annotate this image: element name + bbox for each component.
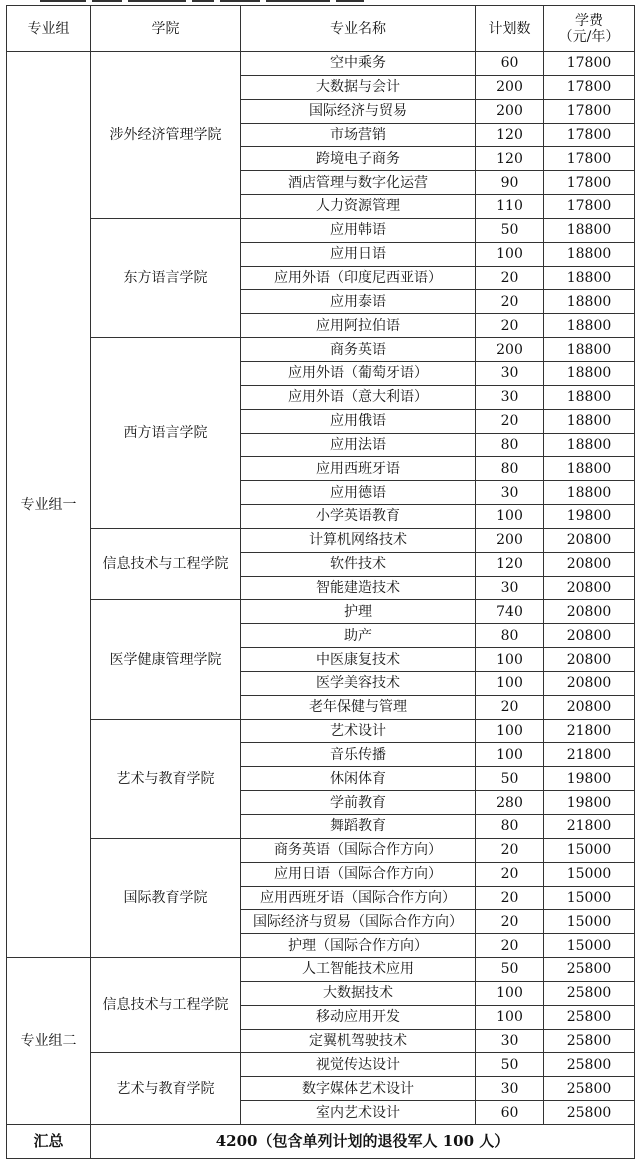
plan-count-cell: 100 — [476, 719, 544, 743]
tuition-cell: 25800 — [544, 1077, 635, 1101]
college-cell: 国际教育学院 — [91, 838, 241, 957]
plan-count-cell: 100 — [476, 1005, 544, 1029]
tuition-cell: 20800 — [544, 528, 635, 552]
total-row — [7, 1124, 635, 1158]
tuition-cell: 17800 — [544, 195, 635, 219]
major-name-cell: 应用日语 — [241, 242, 476, 266]
tuition-cell: 17800 — [544, 147, 635, 171]
plan-count-cell: 50 — [476, 958, 544, 982]
table-row — [7, 719, 635, 743]
major-name-cell: 国际经济与贸易（国际合作方向） — [241, 910, 476, 934]
major-name-cell: 应用韩语 — [241, 218, 476, 242]
tuition-cell: 18800 — [544, 433, 635, 457]
major-name-cell: 应用西班牙语 — [241, 457, 476, 481]
major-name-cell: 市场营销 — [241, 123, 476, 147]
header-fee-line1: 学费 — [575, 12, 603, 29]
enrollment-plan-table — [6, 5, 635, 1159]
college-cell: 医学健康管理学院 — [91, 600, 241, 719]
group-cell: 专业组一 — [7, 52, 91, 958]
major-name-cell: 小学英语教育 — [241, 505, 476, 529]
tuition-cell: 18800 — [544, 218, 635, 242]
major-name-cell: 护理（国际合作方向） — [241, 934, 476, 958]
college-cell: 涉外经济管理学院 — [91, 52, 241, 219]
plan-count-cell: 20 — [476, 314, 544, 338]
tuition-cell: 18800 — [544, 481, 635, 505]
plan-count-cell: 30 — [476, 385, 544, 409]
plan-count-cell: 100 — [476, 242, 544, 266]
tuition-cell: 15000 — [544, 934, 635, 958]
plan-count-cell: 30 — [476, 1077, 544, 1101]
tuition-cell: 25800 — [544, 1029, 635, 1053]
tuition-cell: 19800 — [544, 767, 635, 791]
table-row — [7, 338, 635, 362]
major-name-cell: 商务英语 — [241, 338, 476, 362]
plan-count-cell: 80 — [476, 433, 544, 457]
plan-count-cell: 60 — [476, 1101, 544, 1125]
plan-count-cell: 20 — [476, 409, 544, 433]
tuition-cell: 19800 — [544, 505, 635, 529]
tuition-cell: 20800 — [544, 671, 635, 695]
plan-count-cell: 30 — [476, 1029, 544, 1053]
major-name-cell: 护理 — [241, 600, 476, 624]
plan-count-cell: 280 — [476, 791, 544, 815]
plan-count-cell: 740 — [476, 600, 544, 624]
major-name-cell: 老年保健与管理 — [241, 695, 476, 719]
major-name-cell: 视觉传达设计 — [241, 1053, 476, 1077]
tuition-cell: 18800 — [544, 338, 635, 362]
tuition-cell: 18800 — [544, 242, 635, 266]
tuition-cell: 17800 — [544, 99, 635, 123]
major-name-cell: 应用德语 — [241, 481, 476, 505]
table-row — [7, 1053, 635, 1077]
table-row — [7, 600, 635, 624]
total-label: 汇总 — [7, 1124, 91, 1158]
major-name-cell: 大数据技术 — [241, 981, 476, 1005]
tuition-cell: 15000 — [544, 910, 635, 934]
major-name-cell: 室内艺术设计 — [241, 1101, 476, 1125]
major-name-cell: 应用俄语 — [241, 409, 476, 433]
group-cell: 专业组二 — [7, 958, 91, 1125]
plan-count-cell: 80 — [476, 624, 544, 648]
major-name-cell: 应用法语 — [241, 433, 476, 457]
plan-count-cell: 20 — [476, 910, 544, 934]
table-header — [7, 6, 635, 52]
tuition-cell: 17800 — [544, 171, 635, 195]
table-row — [7, 52, 635, 76]
table-body — [7, 52, 635, 1125]
major-name-cell: 计算机网络技术 — [241, 528, 476, 552]
college-cell: 信息技术与工程学院 — [91, 528, 241, 600]
tuition-cell: 15000 — [544, 862, 635, 886]
tuition-cell: 18800 — [544, 314, 635, 338]
tuition-cell: 20800 — [544, 695, 635, 719]
plan-count-cell: 50 — [476, 767, 544, 791]
plan-count-cell: 200 — [476, 338, 544, 362]
header-plan: 计划数 — [476, 6, 544, 52]
header-college: 学院 — [91, 6, 241, 52]
tuition-cell: 18800 — [544, 266, 635, 290]
major-name-cell: 酒店管理与数字化运营 — [241, 171, 476, 195]
college-cell: 艺术与教育学院 — [91, 1053, 241, 1125]
major-name-cell: 音乐传播 — [241, 743, 476, 767]
tuition-cell: 25800 — [544, 1053, 635, 1077]
tuition-cell: 18800 — [544, 457, 635, 481]
major-name-cell: 艺术设计 — [241, 719, 476, 743]
plan-count-cell: 80 — [476, 815, 544, 839]
cropped-title-remnant — [40, 0, 390, 3]
major-name-cell: 软件技术 — [241, 552, 476, 576]
plan-count-cell: 20 — [476, 290, 544, 314]
tuition-cell: 20800 — [544, 600, 635, 624]
plan-count-cell: 120 — [476, 552, 544, 576]
major-name-cell: 人力资源管理 — [241, 195, 476, 219]
tuition-cell: 18800 — [544, 385, 635, 409]
plan-count-cell: 100 — [476, 981, 544, 1005]
plan-count-cell: 90 — [476, 171, 544, 195]
plan-count-cell: 120 — [476, 123, 544, 147]
major-name-cell: 国际经济与贸易 — [241, 99, 476, 123]
plan-count-cell: 20 — [476, 862, 544, 886]
plan-count-cell: 20 — [476, 695, 544, 719]
header-major: 专业名称 — [241, 6, 476, 52]
major-name-cell: 定翼机驾驶技术 — [241, 1029, 476, 1053]
tuition-cell: 15000 — [544, 838, 635, 862]
tuition-cell: 17800 — [544, 75, 635, 99]
tuition-cell: 17800 — [544, 52, 635, 76]
tuition-cell: 20800 — [544, 576, 635, 600]
major-name-cell: 学前教育 — [241, 791, 476, 815]
plan-count-cell: 30 — [476, 361, 544, 385]
plan-count-cell: 20 — [476, 838, 544, 862]
plan-count-cell: 20 — [476, 886, 544, 910]
tuition-cell: 18800 — [544, 409, 635, 433]
plan-count-cell: 30 — [476, 481, 544, 505]
major-name-cell: 移动应用开发 — [241, 1005, 476, 1029]
table-row — [7, 958, 635, 982]
major-name-cell: 应用外语（意大利语） — [241, 385, 476, 409]
plan-count-cell: 100 — [476, 505, 544, 529]
tuition-cell: 25800 — [544, 981, 635, 1005]
header-group: 专业组 — [7, 6, 91, 52]
header-fee — [544, 6, 635, 52]
major-name-cell: 医学美容技术 — [241, 671, 476, 695]
tuition-cell: 20800 — [544, 648, 635, 672]
tuition-cell: 21800 — [544, 743, 635, 767]
tuition-cell: 18800 — [544, 290, 635, 314]
plan-count-cell: 60 — [476, 52, 544, 76]
plan-count-cell: 100 — [476, 648, 544, 672]
plan-count-cell: 200 — [476, 99, 544, 123]
major-name-cell: 应用外语（印度尼西亚语） — [241, 266, 476, 290]
plan-count-cell: 120 — [476, 147, 544, 171]
table-row — [7, 528, 635, 552]
plan-count-cell: 20 — [476, 934, 544, 958]
college-cell: 西方语言学院 — [91, 338, 241, 529]
tuition-cell: 17800 — [544, 123, 635, 147]
plan-count-cell: 110 — [476, 195, 544, 219]
plan-count-cell: 200 — [476, 75, 544, 99]
college-cell: 信息技术与工程学院 — [91, 958, 241, 1053]
tuition-cell: 15000 — [544, 886, 635, 910]
header-fee-line2: （元/年） — [558, 28, 620, 45]
major-name-cell: 应用西班牙语（国际合作方向） — [241, 886, 476, 910]
major-name-cell: 应用日语（国际合作方向） — [241, 862, 476, 886]
tuition-cell: 18800 — [544, 361, 635, 385]
plan-count-cell: 100 — [476, 743, 544, 767]
major-name-cell: 大数据与会计 — [241, 75, 476, 99]
plan-count-cell: 100 — [476, 671, 544, 695]
tuition-cell: 25800 — [544, 1005, 635, 1029]
college-cell: 艺术与教育学院 — [91, 719, 241, 838]
tuition-cell: 21800 — [544, 719, 635, 743]
plan-count-cell: 50 — [476, 1053, 544, 1077]
tuition-cell: 20800 — [544, 624, 635, 648]
major-name-cell: 智能建造技术 — [241, 576, 476, 600]
table-row — [7, 218, 635, 242]
major-name-cell: 跨境电子商务 — [241, 147, 476, 171]
college-cell: 东方语言学院 — [91, 218, 241, 337]
major-name-cell: 数字媒体艺术设计 — [241, 1077, 476, 1101]
major-name-cell: 中医康复技术 — [241, 648, 476, 672]
major-name-cell: 应用阿拉伯语 — [241, 314, 476, 338]
major-name-cell: 空中乘务 — [241, 52, 476, 76]
plan-count-cell: 50 — [476, 218, 544, 242]
plan-count-cell: 80 — [476, 457, 544, 481]
major-name-cell: 人工智能技术应用 — [241, 958, 476, 982]
major-name-cell: 舞蹈教育 — [241, 815, 476, 839]
major-name-cell: 应用外语（葡萄牙语） — [241, 361, 476, 385]
plan-count-cell: 200 — [476, 528, 544, 552]
tuition-cell: 20800 — [544, 552, 635, 576]
total-value: 4200（包含单列计划的退役军人 100 人） — [91, 1124, 635, 1158]
major-name-cell: 商务英语（国际合作方向） — [241, 838, 476, 862]
major-name-cell: 休闲体育 — [241, 767, 476, 791]
tuition-cell: 25800 — [544, 958, 635, 982]
tuition-cell: 19800 — [544, 791, 635, 815]
plan-count-cell: 20 — [476, 266, 544, 290]
plan-count-cell: 30 — [476, 576, 544, 600]
tuition-cell: 21800 — [544, 815, 635, 839]
tuition-cell: 25800 — [544, 1101, 635, 1125]
table-row — [7, 838, 635, 862]
major-name-cell: 应用泰语 — [241, 290, 476, 314]
major-name-cell: 助产 — [241, 624, 476, 648]
